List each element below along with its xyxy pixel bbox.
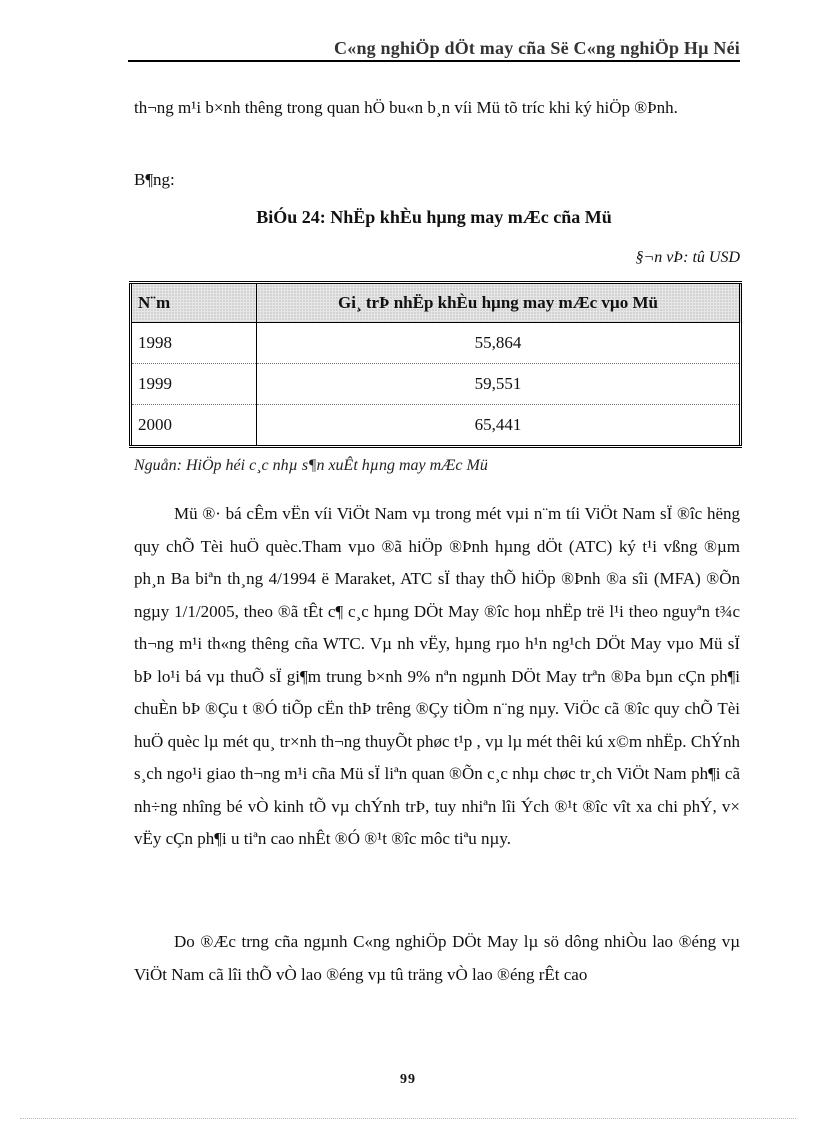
running-header: C«ng nghiÖp dÖt may cña Së C«ng nghiÖp Hµ Néi — [334, 38, 740, 58]
table-intro-label: B¶ng: — [134, 170, 175, 189]
import-table — [129, 281, 742, 448]
year-cell: 2000 — [131, 405, 257, 447]
table-source: Nguån: HiÖp héi c¸c nhµ s¶n xuÊt hµng may mÆc Mü — [134, 457, 488, 474]
paragraph-3: Do ®Æc trng cña ngµnh C«ng nghiÖp DÖt May lµ sö dông nhiÒu lao ®éng vµ ViÖt Nam cã lîi thÕ vÒ lao ®éng vµ tû träng vÒ lao ®éng rÊt cao — [134, 932, 740, 984]
value-cell: 59,551 — [257, 364, 741, 405]
year-cell: 1999 — [131, 364, 257, 405]
paragraph-1: th¬ng m¹i b×nh thêng trong quan hÖ bu«n b¸n víi Mü tõ tríc khi ký hiÖp ®Þnh. — [134, 98, 678, 117]
column-header-value: Gi¸ trÞ nhËp khÈu hµng may mÆc vµo Mü — [257, 283, 741, 323]
column-header-year: N¨m — [131, 283, 257, 323]
table-unit: §¬n vÞ: tû USD — [635, 249, 740, 266]
page-number: 99 — [400, 1072, 416, 1087]
table-row — [131, 405, 741, 447]
table-title: BiÓu 24: NhËp khÈu hµng may mÆc cña Mü — [256, 207, 612, 227]
value-cell: 55,864 — [257, 323, 741, 364]
table-row — [131, 323, 741, 364]
table-header-row — [131, 283, 741, 323]
paragraph-2: Mü ®· bá cÊm vËn víi ViÖt Nam vµ trong mét vµi n¨m tíi ViÖt Nam sÏ ®îc hëng quy chÕ Tèi huÖ quèc.Tham vµo ®ã hiÖp ®Þnh hµng dÖt (ATC) ký t¹i vßng ®µm ph¸n Ba biªn th¸ng 4/1994 ë Maraket, ATC sÏ thay thÕ hiÖp ®Þnh ®a sîi (MFA) ®Õn ngµy 1/1/2005, theo ®ã tÊt c¶ c¸c hµng DÖt May ®îc hoµ nhËp trë l¹i theo nguyªn t¾c th¬ng m¹i th«ng thêng cña WTC. Vµ nh vËy, hµng rµo h¹n ng¹ch DÖt May vµo Mü sÏ bÞ lo¹i bá vµ thuÕ sÏ gi¶m trung b×nh 9% nªn ngµnh DÖt May trªn ®Þa bµn cÇn ph¶i chuÈn bÞ ®Çu t ®Ó tiÕp cËn thÞ trêng ®Çy tiÒm n¨ng nµy. ViÖc cã ®îc quy chÕ Tèi huÖ quèc lµ mét qu¸ tr×nh th¬ng thuyÕt phøc t¹p , vµ lµ mét thêi kú x©m nhËp. ChÝnh s¸ch ngo¹i giao th¬ng m¹i cña Mü sÏ liªn quan ®Õn c¸c nhµ chøc tr¸ch ViÖt Nam ph¶i cã nh÷ng nhîng bé vÒ kinh tÕ vµ chÝnh trÞ, tuy nhiªn lîi Ých ®¹t ®îc vît xa chi phÝ, v× vËy cÇn ph¶i u tiªn cao nhÊt ®Ó ®¹t ®îc môc tiªu nµy. — [134, 504, 740, 848]
year-cell: 1998 — [131, 323, 257, 364]
value-cell: 65,441 — [257, 405, 741, 447]
bottom-dotted-line — [20, 1118, 796, 1119]
header-rule — [128, 60, 740, 62]
table-row — [131, 364, 741, 405]
